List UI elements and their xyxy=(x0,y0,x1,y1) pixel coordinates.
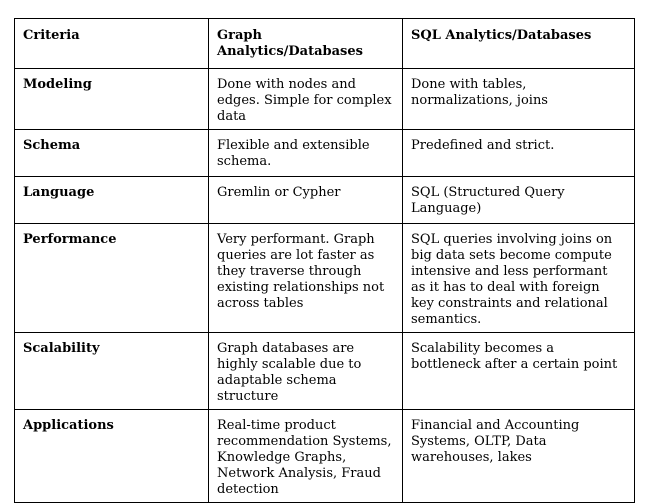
table-row xyxy=(15,224,635,333)
criteria-cell: Language xyxy=(15,177,209,224)
criteria-cell: Applications xyxy=(15,410,209,503)
criteria-cell: Scalability xyxy=(15,333,209,410)
graph-cell: Gremlin or Cypher xyxy=(209,177,403,224)
comparison-table xyxy=(14,18,635,503)
table-row xyxy=(15,69,635,130)
table-row xyxy=(15,130,635,177)
table-row xyxy=(15,177,635,224)
criteria-cell: Schema xyxy=(15,130,209,177)
sql-cell: SQL (Structured Query Language) xyxy=(403,177,635,224)
sql-cell: Scalability becomes a bottleneck after a certain point xyxy=(403,333,635,410)
table-header-row xyxy=(15,19,635,69)
criteria-cell: Modeling xyxy=(15,69,209,130)
table-row xyxy=(15,410,635,503)
graph-cell: Real-time product recommendation Systems, Knowledge Graphs, Network Analysis, Fraud detection xyxy=(209,410,403,503)
graph-cell: Done with nodes and edges. Simple for complex data xyxy=(209,69,403,130)
header-sql: SQL Analytics/Databases xyxy=(403,19,635,69)
table-row xyxy=(15,333,635,410)
graph-cell: Very performant. Graph queries are lot faster as they traverse through existing relationships not across tables xyxy=(209,224,403,333)
header-graph: Graph Analytics/Databases xyxy=(209,19,403,69)
sql-cell: Done with tables, normalizations, joins xyxy=(403,69,635,130)
sql-cell: SQL queries involving joins on big data sets become compute intensive and less performant as it has to deal with foreign key constraints and relational semantics. xyxy=(403,224,635,333)
criteria-cell: Performance xyxy=(15,224,209,333)
header-criteria: Criteria xyxy=(15,19,209,69)
graph-cell: Graph databases are highly scalable due to adaptable schema structure xyxy=(209,333,403,410)
graph-cell: Flexible and extensible schema. xyxy=(209,130,403,177)
sql-cell: Financial and Accounting Systems, OLTP, Data warehouses, lakes xyxy=(403,410,635,503)
sql-cell: Predefined and strict. xyxy=(403,130,635,177)
